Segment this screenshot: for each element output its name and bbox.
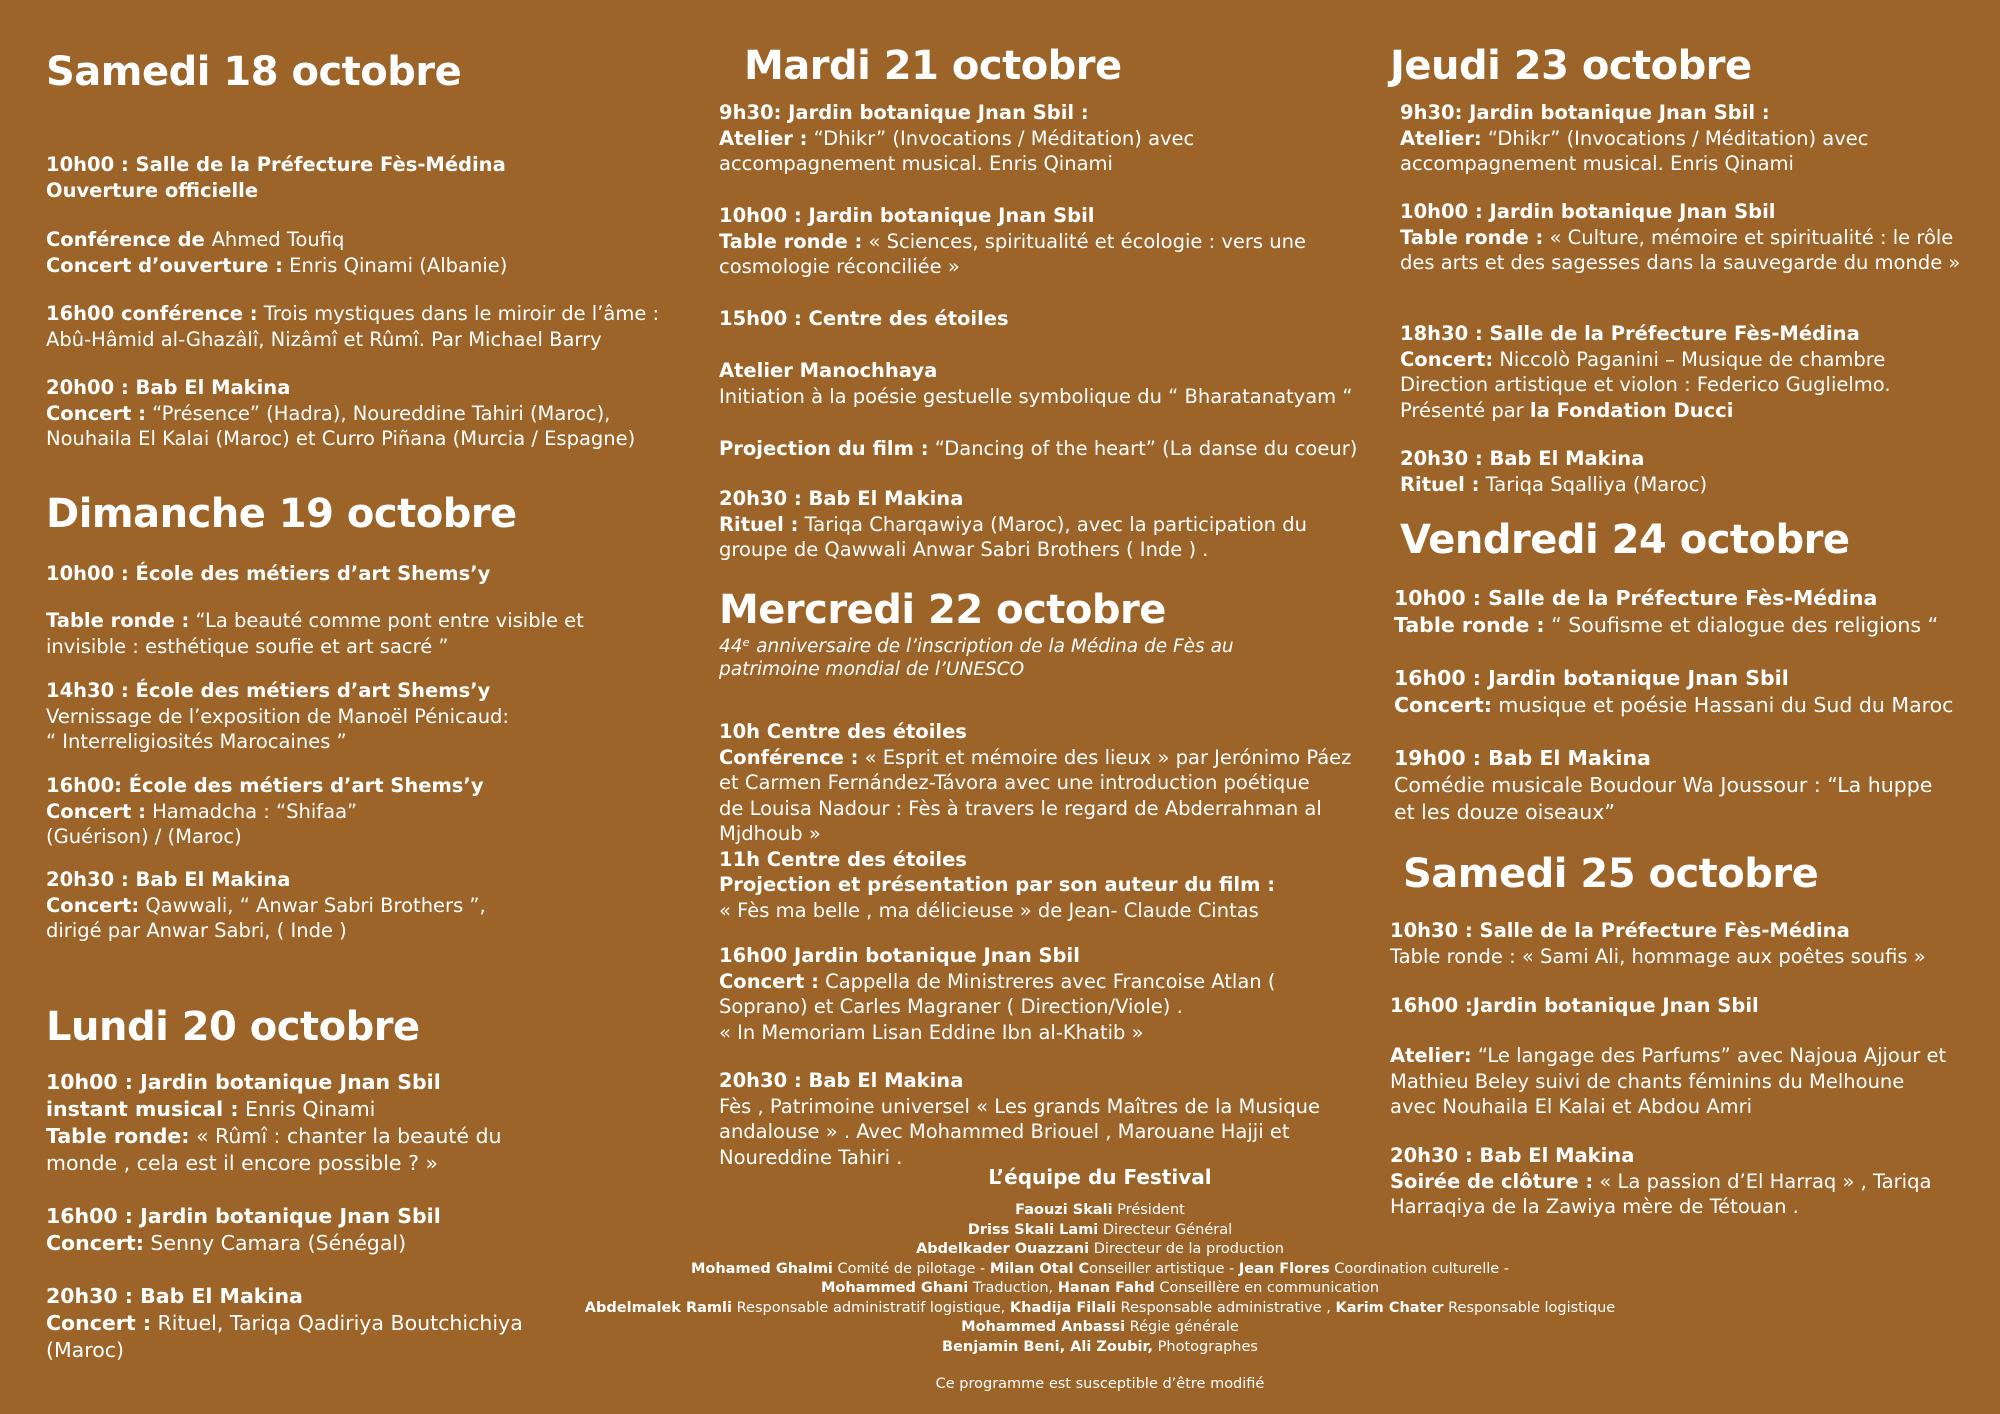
day-title-samedi-25: Samedi 25 octobre xyxy=(1403,851,1819,897)
event-block: 10h Centre des étoiles Conférence : « Esprit et mémoire des lieux » par Jerónimo Páez et Carmen Fernández-Távora avec une introduction poétique de Louisa Nadour : Fès à travers le regard de Abderrahman al Mjdhoub » 11h Centre des étoiles Projection et présentation par son auteur du film : « Fès ma belle , ma délicieuse » de Jean- Claude Cintas xyxy=(719,720,1352,922)
day-title-vendredi-24: Vendredi 24 octobre xyxy=(1400,517,1850,563)
event-block: 20h30 : Bab El Makina Rituel : Tariqa Sqalliya (Maroc) xyxy=(1400,447,1708,496)
disclaimer-note: Ce programme est susceptible d’être modifié xyxy=(935,1376,1265,1392)
event-block: 16h00 :Jardin botanique Jnan Sbil xyxy=(1390,994,1759,1017)
day-title-mardi-21: Mardi 21 octobre xyxy=(744,43,1122,89)
day-title-mercredi-22: Mercredi 22 octobre xyxy=(719,587,1166,633)
event-block: 20h30 : Bab El Makina Soirée de clôture : « La passion d’El Harraq » , Tariqa Harraqiya de la Zawiya mère de Tétouan . xyxy=(1390,1144,1932,1218)
event-block: 10h00 : Jardin botanique Jnan Sbil Table ronde : « Sciences, spiritualité et écologie : vers une cosmologie réconciliée » xyxy=(719,204,1307,278)
event-block: 10h30 : Salle de la Préfecture Fès-Médina Table ronde : « Sami Ali, hommage aux poêtes soufis » xyxy=(1390,919,1926,968)
day-title-samedi-18: Samedi 18 octobre xyxy=(46,49,462,95)
event-block: 9h30: Jardin botanique Jnan Sbil : Atelier : “Dhikr” (Invocations / Méditation) avec accompagnement musical. Enris Qinami xyxy=(719,101,1195,175)
event-block: 16h00 : Jardin botanique Jnan Sbil Concert: Senny Camara (Sénégal) xyxy=(46,1204,441,1255)
anniversary-note: 44ᵉ anniversaire de l’inscription de la Médina de Fès au patrimoine mondial de l’UNESCO xyxy=(719,636,1234,680)
day-title-lundi-20: Lundi 20 octobre xyxy=(46,1004,420,1050)
festival-team: L’équipe du Festival Faouzi Skali Président Driss Skali Lami Directeur Général Abdelkader Ouazzani Directeur de la production Mohamed Ghalmi Comité de pilotage - Milan Otal Conseiller artistique - Jean Flores Coordination culturelle - Mohammed Ghani Traduction, Hanan Fahd Conseillère en communication Abdelmalek Ramli Responsable administratif logistique, Khadija Filali Responsable administrative , Karim Chater Responsable logistique Mohammed Anbassi Régie générale Benjamin Beni, Ali Zoubir, Photographes xyxy=(500,1165,1700,1357)
event-block: 20h30 : Bab El Makina Concert: Qawwali, “ Anwar Sabri Brothers ”, dirigé par Anwar Sabri, ( Inde ) xyxy=(46,868,486,942)
day-title-jeudi-23: Jeudi 23 octobre xyxy=(1390,43,1752,89)
event-block: 20h30 : Bab El Makina Concert : Rituel, Tariqa Qadiriya Boutchichiya (Maroc) xyxy=(46,1284,523,1362)
day-title-dimanche-19: Dimanche 19 octobre xyxy=(46,491,517,537)
event-block: 14h30 : École des métiers d’art Shems’y Vernissage de l’exposition de Manoël Pénicaud: “ Interreligiosités Marocaines ” xyxy=(46,679,510,753)
event-block: 19h00 : Bab El Makina Comédie musicale Boudour Wa Joussour : “La huppe et les douze oiseaux” xyxy=(1394,746,1933,824)
event-block: 16h00 : Jardin botanique Jnan Sbil Concert: musique et poésie Hassani du Sud du Maroc xyxy=(1394,666,1954,717)
event-block: Conférence de Ahmed Toufiq Concert d’ouverture : Enris Qinami (Albanie) xyxy=(46,228,508,277)
event-block: 16h00 Jardin botanique Jnan Sbil Concert : Cappella de Ministreres avec Francoise Atlan ( Soprano) et Carles Magraner ( Direction/Viole) . « In Memoriam Lisan Eddine Ibn al-Khatib » xyxy=(719,944,1276,1044)
event-block: 16h00: École des métiers d’art Shems’y Concert : Hamadcha : “Shifaa” (Guérison) / (Maroc) xyxy=(46,774,484,848)
event-block: 10h00 : École des métiers d’art Shems’y xyxy=(46,562,491,585)
event-block: 20h30 : Bab El Makina Fès , Patrimoine universel « Les grands Maîtres de la Musique andalouse » . Avec Mohammed Briouel , Marouane Hajji et Noureddine Tahiri . xyxy=(719,1069,1321,1169)
event-block: 15h00 : Centre des étoiles xyxy=(719,307,1009,330)
event-block: Projection du film : “Dancing of the heart” (La danse du coeur) xyxy=(719,437,1358,460)
event-block: 10h00 : Jardin botanique Jnan Sbil instant musical : Enris Qinami Table ronde: « Rûmî : chanter la beauté du monde , cela est il encore possible ? » xyxy=(46,1070,502,1175)
event-block: 10h00 : Salle de la Préfecture Fès-Médina Ouverture officielle xyxy=(46,153,506,202)
event-block: 9h30: Jardin botanique Jnan Sbil : Atelier: “Dhikr” (Invocations / Méditation) avec accompagnement musical. Enris Qinami xyxy=(1400,101,1869,175)
event-block: Atelier Manochhaya Initiation à la poésie gestuelle symbolique du “ Bharatanatyam “ xyxy=(719,359,1353,408)
team-title: L’équipe du Festival xyxy=(988,1165,1212,1189)
event-block: 20h30 : Bab El Makina Rituel : Tariqa Charqawiya (Maroc), avec la participation du groupe de Qawwali Anwar Sabri Brothers ( Inde ) . xyxy=(719,487,1307,561)
event-block: 16h00 conférence : Trois mystiques dans le miroir de l’âme : Abû-Hâmid al-Ghazâlî, Nizâmî et Rûmî. Par Michael Barry xyxy=(46,302,660,351)
event-block: Atelier: “Le langage des Parfums” avec Najoua Ajjour et Mathieu Beley suivi de chants féminins du Melhoune avec Nouhaila El Kalai et Abdou Amri xyxy=(1390,1044,1947,1118)
event-block: 18h30 : Salle de la Préfecture Fès-Médina Concert: Niccolò Paganini – Musique de chambre Direction artistique et violon : Federico Guglielmo. Présenté par la Fondation Ducci xyxy=(1400,322,1891,422)
event-block: 10h00 : Jardin botanique Jnan Sbil Table ronde : « Culture, mémoire et spiritualité : le rôle des arts et des sagesses dans la sauvegarde du monde » xyxy=(1400,200,1961,274)
event-block: 20h00 : Bab El Makina Concert : “Présence” (Hadra), Noureddine Tahiri (Maroc), Nouhaila El Kalai (Maroc) et Curro Piñana (Murcia / Espagne) xyxy=(46,376,636,450)
event-block: Table ronde : “La beauté comme pont entre visible et invisible : esthétique soufie et art sacré ” xyxy=(46,609,584,658)
event-block: 10h00 : Salle de la Préfecture Fès-Médina Table ronde : “ Soufisme et dialogue des religions “ xyxy=(1394,586,1939,637)
